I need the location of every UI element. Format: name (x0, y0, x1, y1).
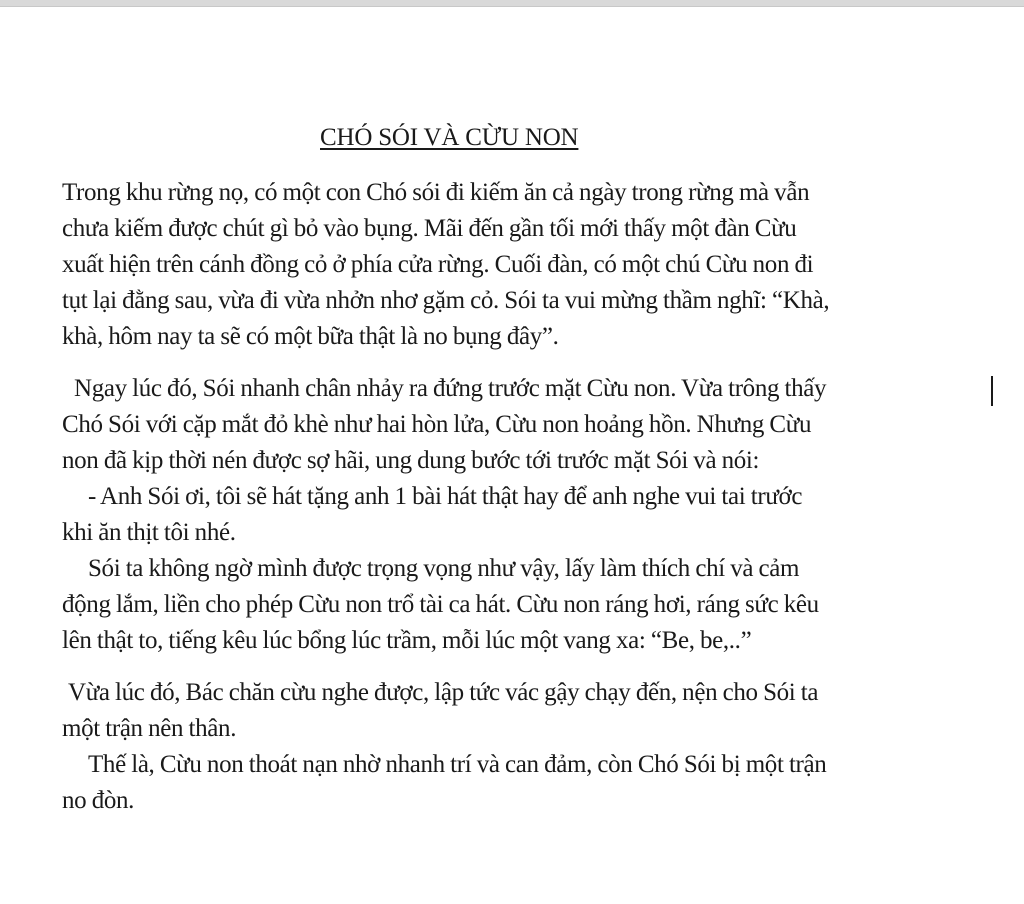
paragraph-line: Ngay lúc đó, Sói nhanh chân nhảy ra đứng trước mặt Cừu non. Vừa trông thấy (74, 375, 827, 402)
paragraph-line: khà, hôm nay ta sẽ có một bữa thật là no bụng đây”. (62, 323, 559, 350)
paragraph-line: Trong khu rừng nọ, có một con Chó sói đi kiếm ăn cả ngày trong rừng mà vẫn (62, 179, 810, 206)
paragraph-line: lên thật to, tiếng kêu lúc bổng lúc trầm, mỗi lúc một vang xa: “Be, be,..” (62, 627, 752, 654)
paragraph-line: xuất hiện trên cánh đồng cỏ ở phía cửa rừng. Cuối đàn, có một chú Cừu non đi (62, 251, 814, 278)
paragraph-line: khi ăn thịt tôi nhé. (62, 519, 236, 546)
paragraph-line: động lắm, liền cho phép Cừu non trổ tài ca hát. Cừu non ráng hơi, ráng sức kêu (62, 591, 819, 618)
paragraph-line: tụt lại đằng sau, vừa đi vừa nhởn nhơ gặm cỏ. Sói ta vui mừng thầm nghĩ: “Khà, (62, 287, 830, 314)
paragraph-line: Chó Sói với cặp mắt đỏ khè như hai hòn lửa, Cừu non hoảng hồn. Nhưng Cừu (62, 411, 812, 438)
paragraph-line: Thế là, Cừu non thoát nạn nhờ nhanh trí và can đảm, còn Chó Sói bị một trận (88, 751, 827, 778)
paragraph-line: no đòn. (62, 787, 135, 814)
paragraph-line: Vừa lúc đó, Bác chăn cừu nghe được, lập tức vác gậy chạy đến, nện cho Sói ta (68, 679, 819, 706)
paragraph-line: non đã kịp thời nén được sợ hãi, ung dung bước tới trước mặt Sói và nói: (62, 447, 760, 474)
dialogue-line: - Anh Sói ơi, tôi sẽ hát tặng anh 1 bài hát thật hay để anh nghe vui tai trước (88, 483, 803, 510)
text-cursor (991, 376, 993, 406)
paragraph-line: chưa kiếm được chút gì bỏ vào bụng. Mãi đến gần tối mới thấy một đàn Cừu (62, 215, 797, 242)
paragraph-line: một trận nên thân. (62, 715, 237, 742)
paragraph-line: Sói ta không ngờ mình được trọng vọng như vậy, lấy làm thích chí và cảm (88, 555, 800, 582)
story-title: CHÓ SÓI VÀ CỪU NON (320, 124, 579, 151)
